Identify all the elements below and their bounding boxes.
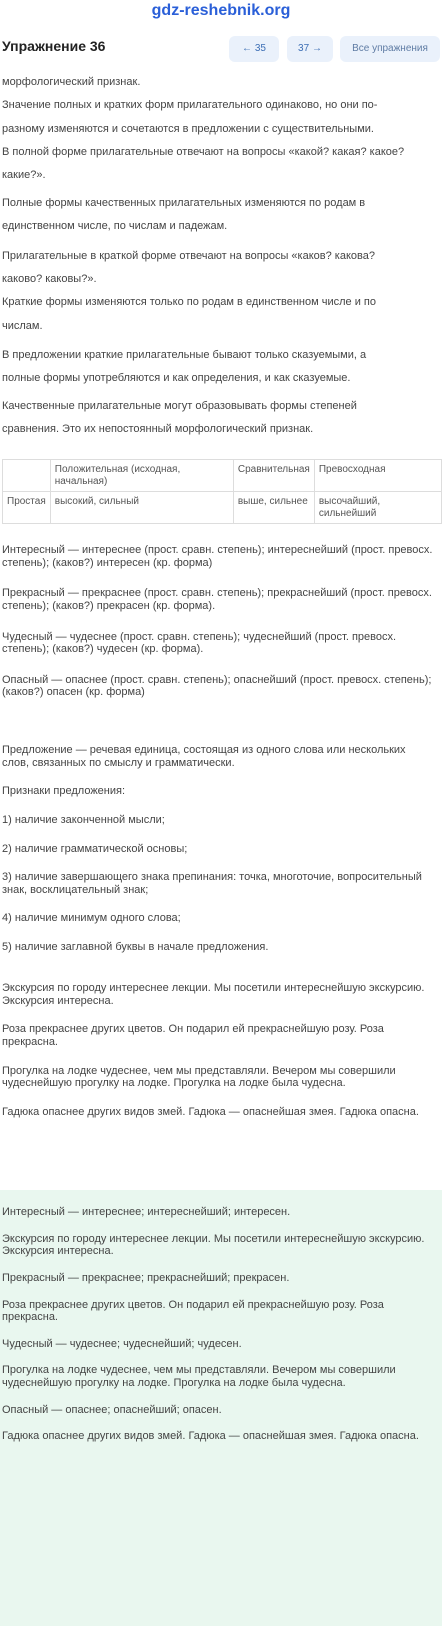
arrow-left-icon: ← bbox=[242, 43, 253, 54]
examples-text: Экскурсия по городу интереснее лекции. Мы посетили интереснейшую экскурсию. Экскурсия интересна. Роза прекраснее других цветов. Он подарил ей прекраснейшую розу. Роза прекрасна. Прогулка на лодке чудеснее, чем мы представляли. Вечером мы совершили чудеснейшую прогулку на лодке. Прогулка на лодке была чудесна. Гадюка опаснее других видов змей. Гадюка — опаснейшая змея. Гадюка опасна. bbox=[2, 982, 425, 1118]
page-title: Упражнение 36 bbox=[2, 38, 106, 54]
site-title: gdz-reshebnik.org bbox=[151, 2, 291, 19]
prev-exercise-button[interactable]: ← 35 bbox=[229, 36, 279, 62]
arrow-right-icon: → bbox=[311, 43, 322, 54]
comparison-table: Положительная (исходная, начальная) Сравнительная Превосходная Простая высокий, сильный выше, сильнее высочайший, сильнейший bbox=[2, 459, 442, 524]
next-exercise-button[interactable]: 37 → bbox=[287, 36, 333, 62]
intro-text: морфологический признак. Значение полных и кратких форм прилагательного одинаково, но они по- разному изменяются и сочетаются в предложении с существительными. В полной форме прилагательные отвечают на вопросы «какой? какая? какое? какие?». Полные формы качественных прилагательных изменяются по родам в единственном числе, по числам и падежам. Прилагательные в краткой форме отвечают на вопросы «каков? какова? каково? каковы?». Краткие формы изменяются только по родам в единственном числе и по числам. В предложении краткие прилагательные бывают только сказуемыми, а полные формы употребляются и как определения, и как сказуемые. Качественные прилагательные могут образовывать формы степеней сравнения. Это их непостоянный морфологический признак. bbox=[2, 76, 405, 435]
analysis-text: Интересный — интереснее (прост. сравн. степень); интереснейший (прост. превосх. степень); (каков?) интересен (кр. форма) Прекрасный — прекраснее (прост. сравн. степень); прекраснейший (прост. превосх. степень); (каков?) прекрасен (кр. форма). Чудесный — чудеснее (прост. сравн. степень); чудеснейший (прост. превосх. степень); (каков?) чудесен (кр. форма). Опасный — опаснее (прост. сравн. степень); опаснейший (прост. превосх. степень); (каков?) опасен (кр. форма) bbox=[2, 544, 433, 699]
all-exercises-button[interactable]: Все упражнения bbox=[340, 36, 440, 62]
exercise-header bbox=[0, 30, 442, 68]
answer-section bbox=[0, 1190, 442, 1626]
sentence-definition: Предложение — речевая единица, состоящая из одного слова или нескольких слов, связанных по смыслу и грамматически. Признаки предложения: 1) наличие законченной мысли; 2) наличие грамматической основы; 3) наличие завершающего знака препинания: точка, многоточие, вопросительный знак, восклицательный знак; 4) наличие минимум одного слова; 5) наличие заглавной буквы в начале предложения. bbox=[2, 744, 422, 954]
answer-text: Интересный — интереснее; интереснейший; интересен. Экскурсия по городу интереснее лекции. Мы посетили интереснейшую экскурсию. Экскурсия интересна. Прекрасный — прекраснее; прекраснейший; прекрасен. Роза прекраснее других цветов. Он подарил ей прекраснейшую розу. Роза прекрасна. Чудесный — чудеснее; чудеснейший; чудесен. Прогулка на лодке чудеснее, чем мы представляли. Вечером мы совершили чудеснейшую прогулку на лодке. Прогулка на лодке была чудесна. Опасный — опаснее; опаснейший; опасен. Гадюка опаснее других видов змей. Гадюка — опаснейшая змея. Гадюка опасна. bbox=[2, 1206, 425, 1443]
